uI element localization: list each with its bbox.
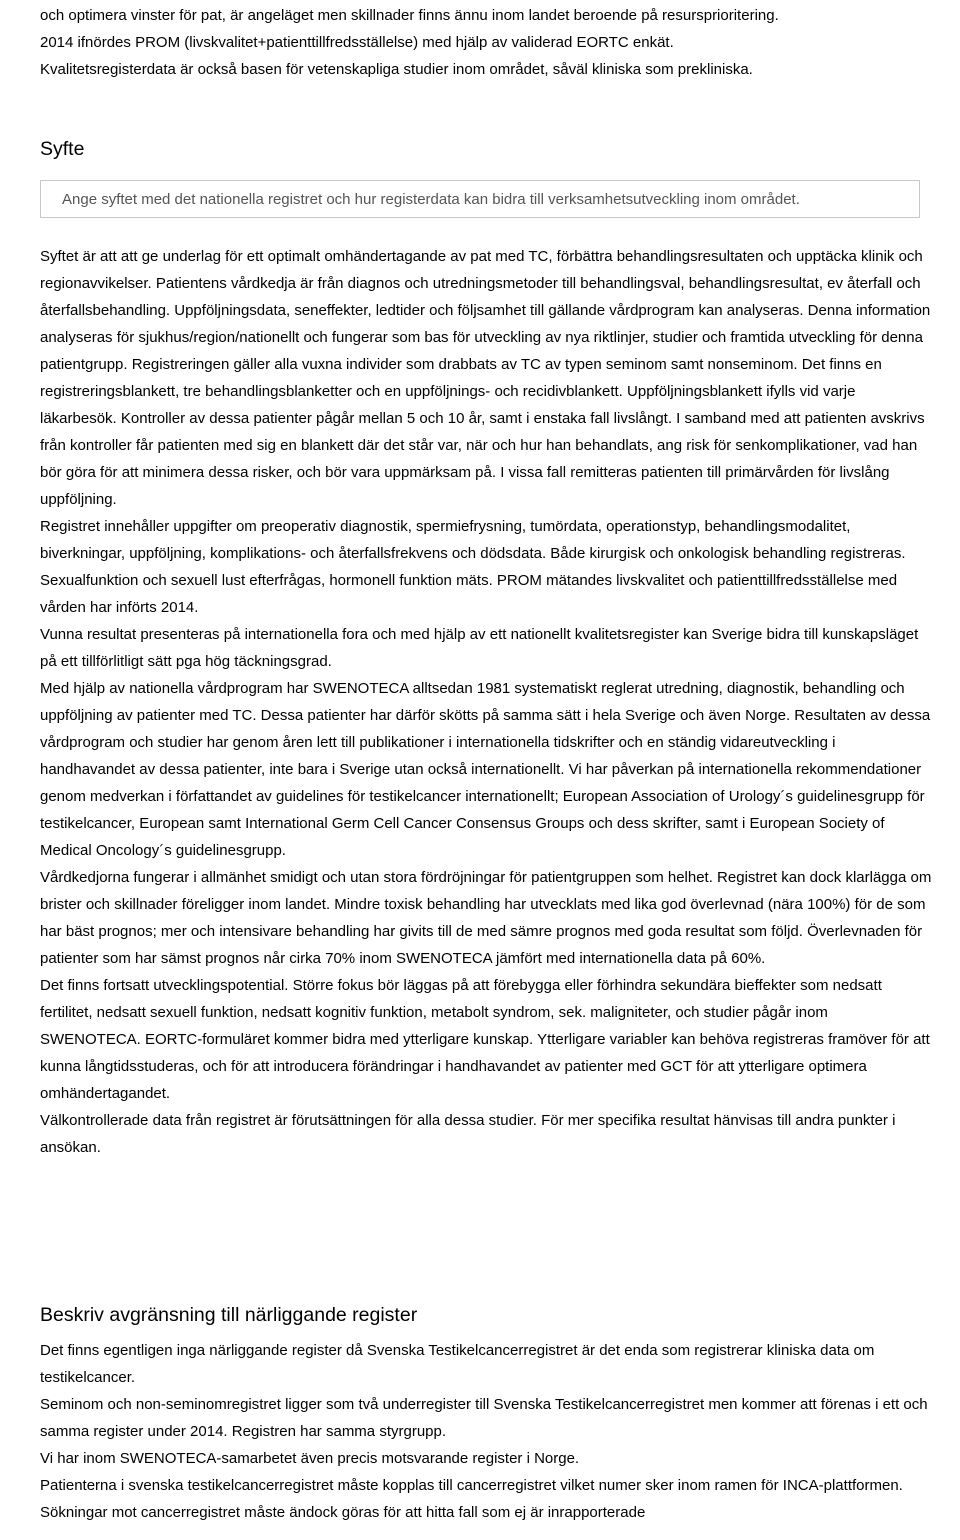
answer-paragraph: Det finns fortsatt utvecklingspotential. Större fokus bör läggas på att förebygga eller förhindra sekundära bieffekter som nedsatt fertilitet, nedsatt sexuell funktion, nedsatt kognitiv funktion, metabolt syndrom, sek. maligniteter, och studier pågår inom SWENOTECA. EORTC-formuläret kommer bidra med ytterligare kunskap. Ytterligare variabler kan behöva registreras framöver för att kunna långtidsstuderas, och för att introducera förändringar i handhavandet av patienter med GCT för att ytterligare optimera omhändertagandet. bbox=[40, 977, 930, 1102]
intro-line: Kvalitetsregisterdata är också basen för vetenskapliga studier inom området, såväl kliniska som prekliniska. bbox=[40, 61, 753, 78]
question-text: Ange syftet med det nationella registret och hur registerdata kan bidra till verksamhetsutveckling inom området. bbox=[62, 190, 800, 208]
answer-paragraph: Vunna resultat presenteras på internationella fora och med hjälp av ett nationellt kvalitetsregister kan Sverige bidra till kunskapsläget på ett tillförlitligt sätt pga hög täckningsgrad. bbox=[40, 626, 919, 670]
intro-text bbox=[40, 2, 930, 83]
answer-text-syfte bbox=[40, 243, 932, 1161]
answer-paragraph: Registret innehåller uppgifter om preoperativ diagnostik, spermiefrysning, tumördata, operationstyp, behandlingsmodalitet, biverkningar, uppföljning, komplikations- och återfallsfrekvens och dödsdata. Både kirurgisk och onkologisk behandling registreras. Sexualfunktion och sexuell lust efterfrågas, hormonell funktion mäts. PROM mätandes livskvalitet och patienttillfredsställelse med vården har införts 2014. bbox=[40, 518, 906, 616]
answer-paragraph: Vi har inom SWENOTECA-samarbetet även precis motsvarande register i Norge. bbox=[40, 1450, 580, 1467]
answer-paragraph: Seminom och non-seminomregistret ligger som två underregister till Svenska Testikelcancerregistret men kommer att förenas i ett och samma register under 2014. Registren har samma styrgrupp. bbox=[40, 1396, 928, 1440]
answer-paragraph: Patienterna i svenska testikelcancerregistret måste kopplas till cancerregistret vilket numer sker inom ramen för INCA-plattformen. Sökningar mot cancerregistret måste ändock göras för att hitta fall som ej är inrapporterade bbox=[40, 1477, 903, 1521]
answer-paragraph: Med hjälp av nationella vårdprogram har SWENOTECA alltsedan 1981 systematiskt reglerat utredning, diagnostik, behandling och uppföljning av patienter med TC. Dessa patienter har därför skötts på samma sätt i hela Sverige och även Norge. Resultaten av dessa vårdprogram och studier har genom åren lett till publikationer i internationella tidskrifter och en ständig vidareutveckling i handhavandet av dessa patienter, inte bara i Sverige utan också internationellt. Vi har påverkan på internationella rekommendationer genom medverkan i författandet av guidelines för testikelcancer internationellt; European Association of Urology´s guidelinesgrupp för testikelcancer, European samt International Germ Cell Cancer Consensus Groups och dess skrifter, samt i European Society of Medical Oncology´s guidelinesgrupp. bbox=[40, 680, 931, 859]
answer-paragraph: Syftet är att att ge underlag för ett optimalt omhändertagande av pat med TC, förbättra behandlingsresultaten och upptäcka klinik och regionavvikelser. Patientens vårdkedja är från diagnos och utredningsmetoder till behandlingsval, behandlingsresultat, ev återfall och återfallsbehandling. Uppföljningsdata, seneffekter, ledtider och följsamhet till gällande vårdprogram kan analyseras. Denna information analyseras för sjukhus/region/nationellt och fungerar som bas för utveckling av nya riktlinjer, studier och framtida utveckling för denna patientgrupp. Registreringen gäller alla vuxna individer som drabbats av TC av typen seminom samt nonseminom. Det finns en registreringsblankett, tre behandlingsblanketter och en uppföljnings- och recidivblankett. Uppföljningsblankett ifylls vid varje läkarbesök. Kontroller av dessa patienter pågår mellan 5 och 10 år, samt i enstaka fall livslångt. I samband med att patienten avskrivs från kontroller får patienten med sig en blankett där det står var, när och hur han behandlats, ang risk för senkomplikationer, vad han bör göra för att minimera dessa risker, och bör vara uppmärksam på. I vissa fall remitteras patienten till primärvården för livslång uppföljning. bbox=[40, 248, 931, 508]
question-box-syfte bbox=[40, 180, 920, 218]
answer-paragraph: Vårdkedjorna fungerar i allmänhet smidigt och utan stora fördröjningar för patientgruppen som helhet. Registret kan dock klarlägga om brister och skillnader föreligger inom landet. Mindre toxisk behandling har utvecklats med lika god överlevnad (nära 100%) för de som har bäst prognos; mer och intensivare behandling har givits till de med sämre prognos med goda resultat som följd. Överlevnaden för patienter som har sämst prognos når cirka 70% inom SWENOTECA jämfört med internationella data på 60%. bbox=[40, 869, 932, 967]
intro-line: 2014 ifnördes PROM (livskvalitet+patienttillfredsställelse) med hjälp av validerad EORTC enkät. bbox=[40, 34, 674, 51]
section-title-avgransning: Beskriv avgränsning till närliggande register bbox=[40, 1304, 418, 1326]
answer-text-avgransning bbox=[40, 1337, 932, 1526]
answer-paragraph: Välkontrollerade data från registret är förutsättningen för alla dessa studier. För mer specifika resultat hänvisas till andra punkter i ansökan. bbox=[40, 1112, 896, 1156]
intro-line: och optimera vinster för pat, är angeläget men skillnader finns ännu inom landet beroende på resursprioritering. bbox=[40, 7, 779, 24]
answer-paragraph: Det finns egentligen inga närliggande register då Svenska Testikelcancerregistret är det enda som registrerar kliniska data om testikelcancer. bbox=[40, 1342, 875, 1386]
section-title-syfte: Syfte bbox=[40, 138, 85, 160]
